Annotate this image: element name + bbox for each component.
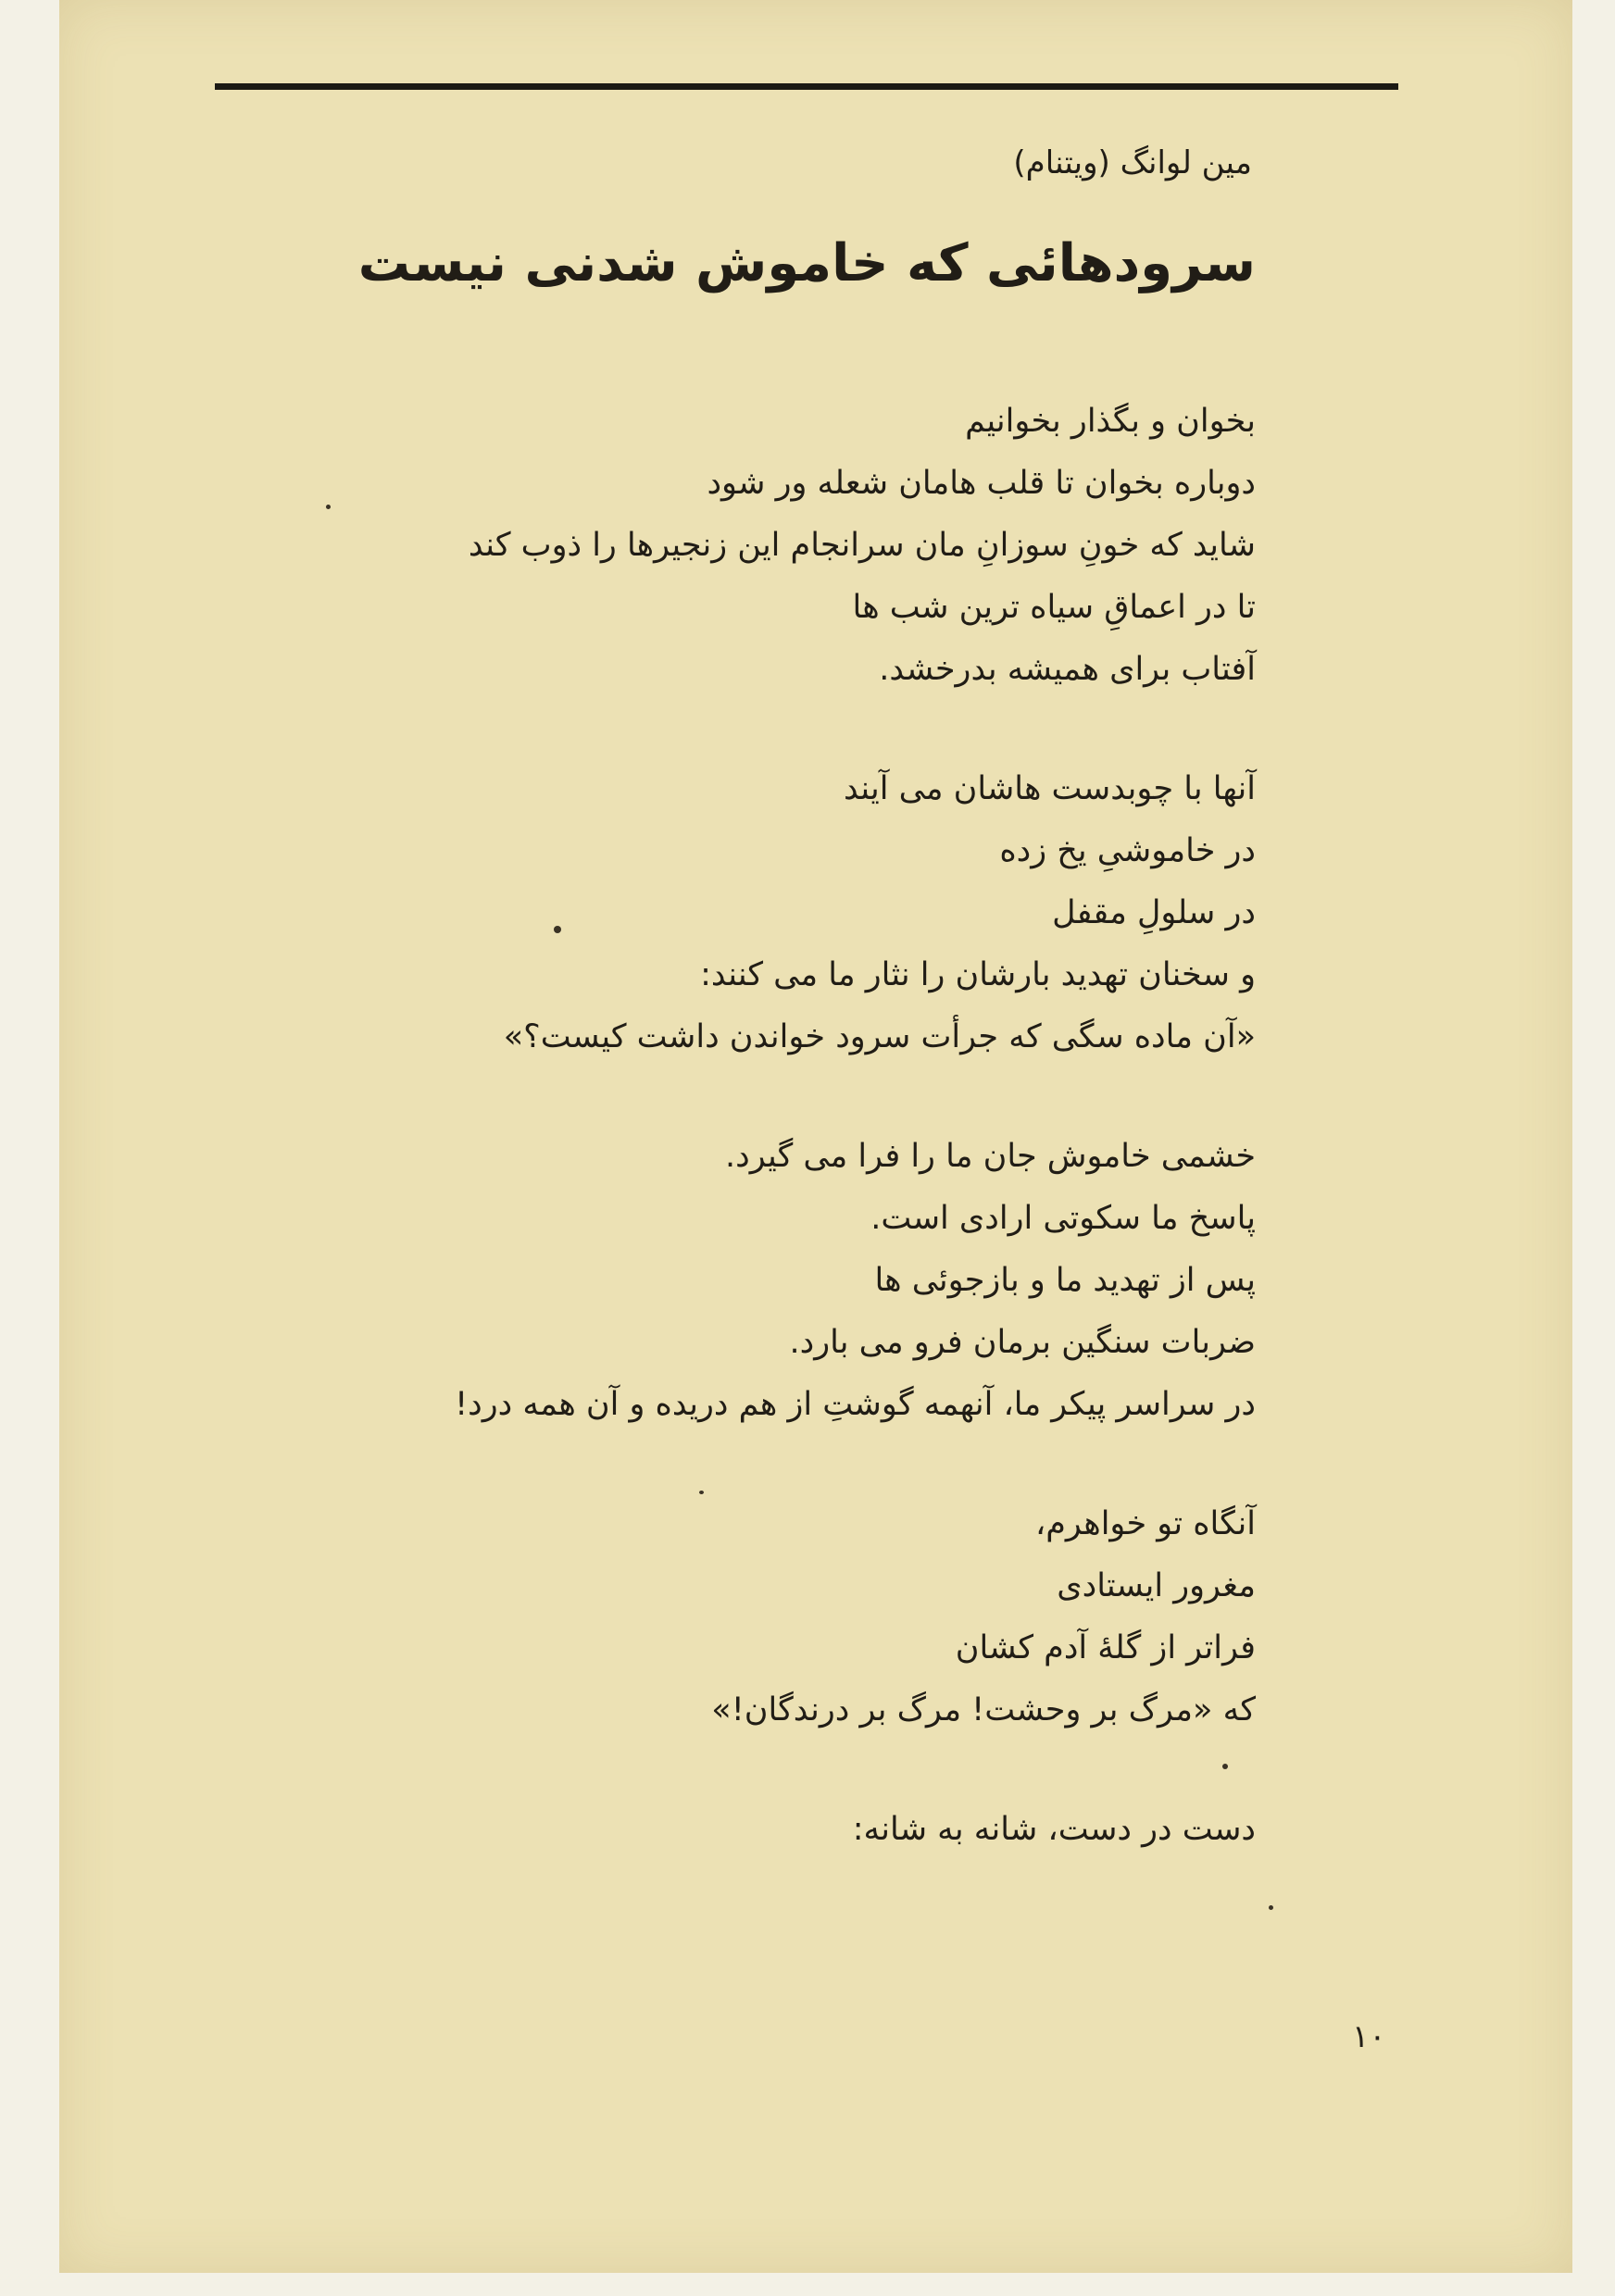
poem-line: فراتر از گلهٔ آدم کشان bbox=[955, 1629, 1256, 1666]
poem-line: «آن ماده سگی که جرأت سرود خواندن داشت کیست؟» bbox=[503, 1018, 1256, 1055]
poem-title: سرودهائی که خاموش شدنی نیست bbox=[357, 233, 1256, 293]
poem-line: آنگاه تو خواهرم، bbox=[1034, 1505, 1256, 1542]
poem-line: پاسخ ما سکوتی ارادی است. bbox=[870, 1200, 1256, 1237]
poem-line: که «مرگ بر وحشت! مرگ بر درندگان!» bbox=[711, 1691, 1256, 1728]
poem-line: مغرور ایستادی bbox=[1057, 1567, 1256, 1604]
poem-line: در سراسر پیکر ما، آنهمه گوشتِ از هم دریده و آن همه درد! bbox=[455, 1386, 1256, 1423]
paper-speck bbox=[1222, 1764, 1228, 1769]
poem-line: پس از تهدید ما و بازجوئی ها bbox=[874, 1262, 1256, 1299]
poem-line: آنها با چوبدست هاشان می آیند bbox=[844, 770, 1256, 807]
stanza-5 bbox=[330, 1799, 1256, 1861]
paper-speck bbox=[699, 1491, 704, 1494]
poem-line: تا در اعماقِ سیاه ترین شب ها bbox=[852, 589, 1256, 626]
stanza-4 bbox=[330, 1493, 1256, 1741]
author-line: مین لوانگ (ویتنام) bbox=[1013, 144, 1252, 181]
paper-speck bbox=[326, 505, 331, 509]
paper-speck bbox=[1269, 1905, 1273, 1910]
poem-line: دست در دست، شانه به شانه: bbox=[852, 1811, 1256, 1848]
poem-line: خشمی خاموش جان ما را فرا می گیرد. bbox=[725, 1138, 1256, 1175]
poem-line: بخوان و بگذار بخوانیم bbox=[965, 403, 1256, 440]
poem-line: ضربات سنگین برمان فرو می بارد. bbox=[789, 1324, 1256, 1361]
poem-line: دوباره بخوان تا قلب هامان شعله ور شود bbox=[707, 465, 1256, 502]
poem-content bbox=[330, 139, 1256, 1861]
stanza-1 bbox=[330, 391, 1256, 701]
poem-line: و سخنان تهدید بارشان را نثار ما می کنند: bbox=[700, 956, 1256, 993]
poem-line: آفتاب برای همیشه بدرخشد. bbox=[879, 651, 1256, 688]
poem-line: در خاموشیِ یخ زده bbox=[999, 832, 1256, 869]
poem-line: شاید که خونِ سوزانِ مان سرانجام این زنجیرها را ذوب کند bbox=[468, 527, 1256, 564]
paper-speck bbox=[554, 926, 561, 933]
page-number: ۱۰ bbox=[1352, 2018, 1386, 2055]
stanza-2 bbox=[330, 758, 1256, 1068]
poem-line: در سلولِ مقفل bbox=[1052, 894, 1256, 931]
top-rule bbox=[215, 83, 1398, 90]
stanza-3 bbox=[330, 1126, 1256, 1436]
